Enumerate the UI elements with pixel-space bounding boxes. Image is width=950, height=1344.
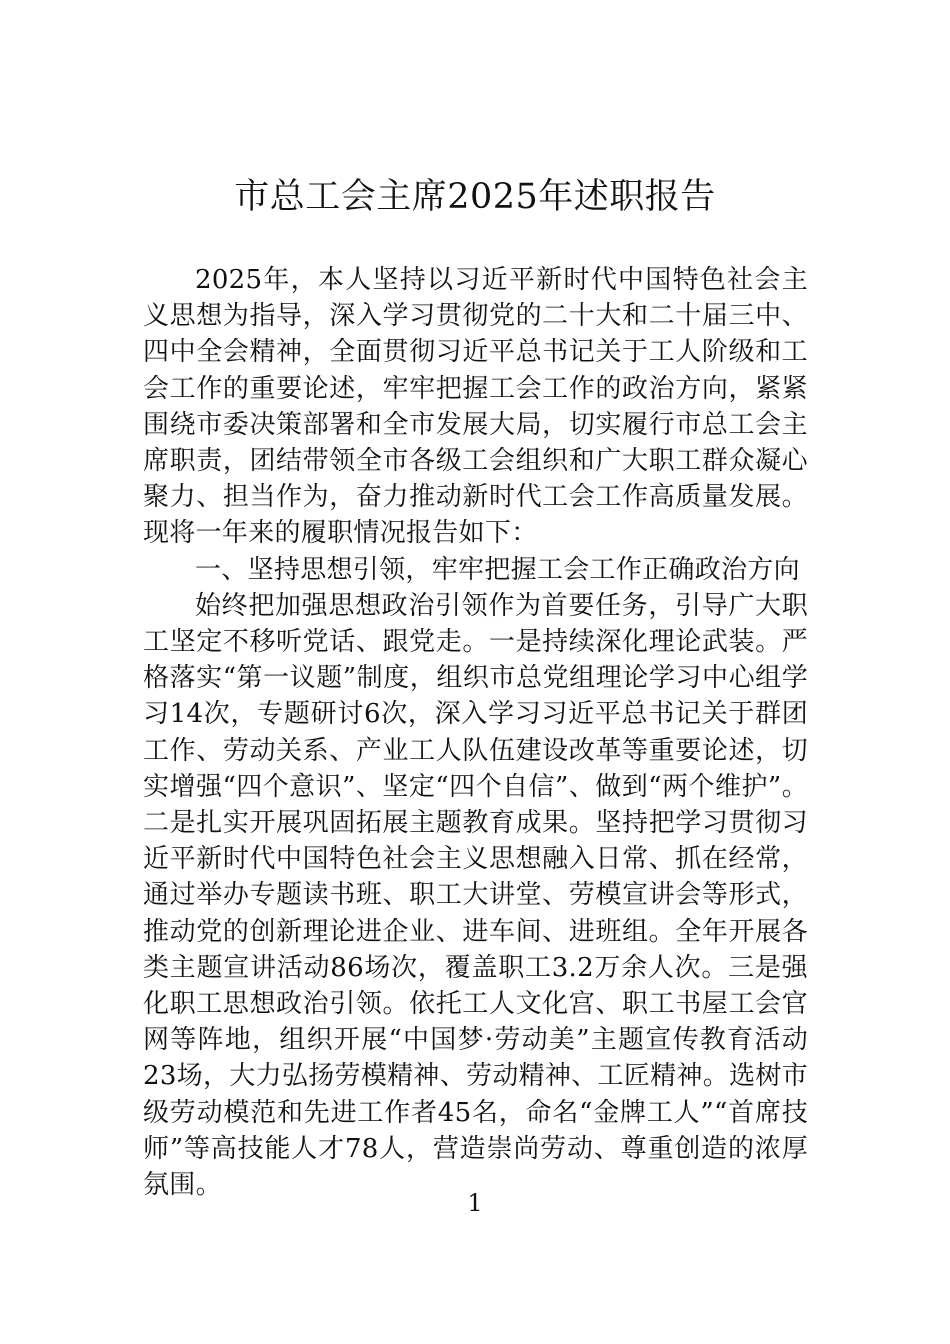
document-body [143, 262, 808, 1203]
document-title: 市总工会主席2025年述职报告 [234, 177, 716, 217]
page-number: 1 [467, 1189, 483, 1217]
intro-paragraph: 2025年，本人坚持以习近平新时代中国特色社会主义思想为指导，深入学习贯彻党的二十大和二十届三中、四中全会精神，全面贯彻习近平总书记关于工人阶级和工会工作的重要论述，牢牢把握工会工作的政治方向，紧紧围绕市委决策部署和全市发展大局，切实履行市总工会主席职责，团结带领全市各级工会组织和广大职工群众凝心聚力、担当作为，奋力推动新时代工会工作高质量发展。现将一年来的履职情况报告如下： [143, 265, 808, 549]
section-paragraph: 始终把加强思想政治引领作为首要任务，引导广大职工坚定不移听党话、跟党走。一是持续深化理论武装。严格落实“第一议题”制度，组织市总党组理论学习中心组学习14次，专题研讨6次，深入学习习近平总书记关于群团工作、劳动关系、产业工人队伍建设改革等重要论述，切实增强“四个意识”、坚定“四个自信”、做到“两个维护”。二是扎实开展巩固拓展主题教育成果。坚持把学习贯彻习近平新时代中国特色社会主义思想融入日常、抓在经常，通过举办专题读书班、职工大讲堂、劳模宣讲会等形式，推动党的创新理论进企业、进车间、进班组。全年开展各类主题宣讲活动86场次，覆盖职工3.2万余人次。三是强化职工思想政治引领。依托工人文化宫、职工书屋工会官网等阵地，组织开展“中国梦·劳动美”主题宣传教育活动23场，大力弘扬劳模精神、劳动精神、工匠精神。选树市级劳动模范和先进工作者45名，命名“金牌工人”“首席技师”等高技能人才78人，营造崇尚劳动、尊重创造的浓厚氛围。 [143, 590, 808, 1201]
section-heading: 一、坚持思想引领，牢牢把握工会工作正确政治方向 [195, 554, 800, 585]
